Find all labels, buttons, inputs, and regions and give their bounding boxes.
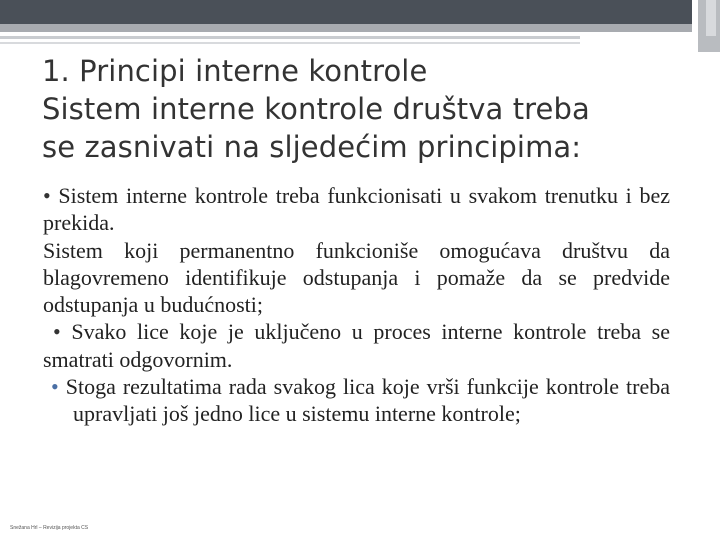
slide-title [42, 52, 682, 166]
paragraph-1-text: Sistem interne kontrole treba funkcionisati u svakom trenutku i bez prekida. [43, 183, 671, 236]
header-rule-2 [0, 42, 580, 44]
slide-footer: Snežana Hrl – Revizija projekta CS [10, 525, 89, 531]
header-band-dark [0, 0, 692, 24]
bullet-4: • [51, 374, 66, 400]
paragraph-2 [43, 237, 670, 319]
title-line-1: 1. Principi interne kontrole [42, 54, 428, 88]
title-line-2: Sistem interne kontrole društva treba [42, 92, 590, 126]
corner-accent-inner [706, 0, 716, 36]
paragraph-3 [43, 318, 670, 373]
paragraph-1 [43, 182, 670, 237]
title-line-3: se zasnivati na sljedećim principima: [42, 130, 582, 164]
paragraph-3-text: Svako lice koje je uključeno u proces interne kontrole treba se smatrati odgovornim. [43, 319, 671, 372]
header-band-light [0, 24, 692, 32]
slide-body [43, 182, 670, 428]
bullet-1: • [43, 183, 59, 208]
bullet-3: • [53, 319, 72, 345]
header-rule-1 [0, 36, 580, 39]
paragraph-4 [43, 373, 670, 428]
paragraph-4-text: Stoga rezultatima rada svakog lica koje vrši funkcije kontrole treba upravljati još jedno lice u sistemu interne kontrole; [65, 374, 671, 427]
paragraph-2-text: Sistem koji permanentno funkcioniše omogućava društvu da blagovremeno identifikuje odstupanja i pomaže da se predvide odstupanja u budućnosti; [43, 237, 670, 318]
